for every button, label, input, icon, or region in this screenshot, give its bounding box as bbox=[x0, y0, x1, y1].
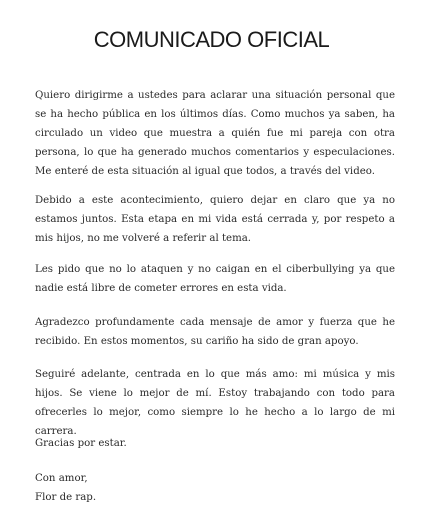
signature: Flor de rap. bbox=[35, 492, 97, 503]
paragraph-clarification: Quiero dirigirme a ustedes para aclarar una situación personal que se ha hecho pública en los últimos días. Como muchos ya saben, ha circulado un video que muestra a quién fue mi pareja con otra persona, lo que ha generado muchos comentarios y especulaciones. Me enteré de esta situación al igual que todos, a través del video. bbox=[35, 90, 395, 177]
paragraph-separation: Debido a este acontecimiento, quiero dejar en claro que ya no estamos juntos. Esta etapa en mi vida está cerrada y, por respeto a mis hijos, no me volveré a referir al tema. bbox=[35, 195, 395, 244]
paragraph-no-cyberbullying: Les pido que no lo ataquen y no caigan en el ciberbullying ya que nadie está libre de cometer errores en esta vida. bbox=[35, 264, 395, 294]
sign-off bbox=[35, 469, 395, 507]
paragraph-gratitude: Agradezco profundamente cada mensaje de amor y fuerza que he recibido. En estos momentos, su cariño ha sido de gran apoyo. bbox=[35, 317, 395, 347]
closing-line: Con amor, bbox=[35, 473, 88, 484]
page-title: COMUNICADO OFICIAL bbox=[93, 27, 330, 52]
paragraph-moving-forward: Seguiré adelante, centrada en lo que más amo: mi música y mis hijos. Se viene lo mejor de mí. Estoy trabajando con todo para ofrecerles lo mejor, como siempre lo he hecho a lo largo de mi carrera. bbox=[35, 369, 395, 437]
paragraph-thanks: Gracias por estar. bbox=[35, 438, 127, 449]
